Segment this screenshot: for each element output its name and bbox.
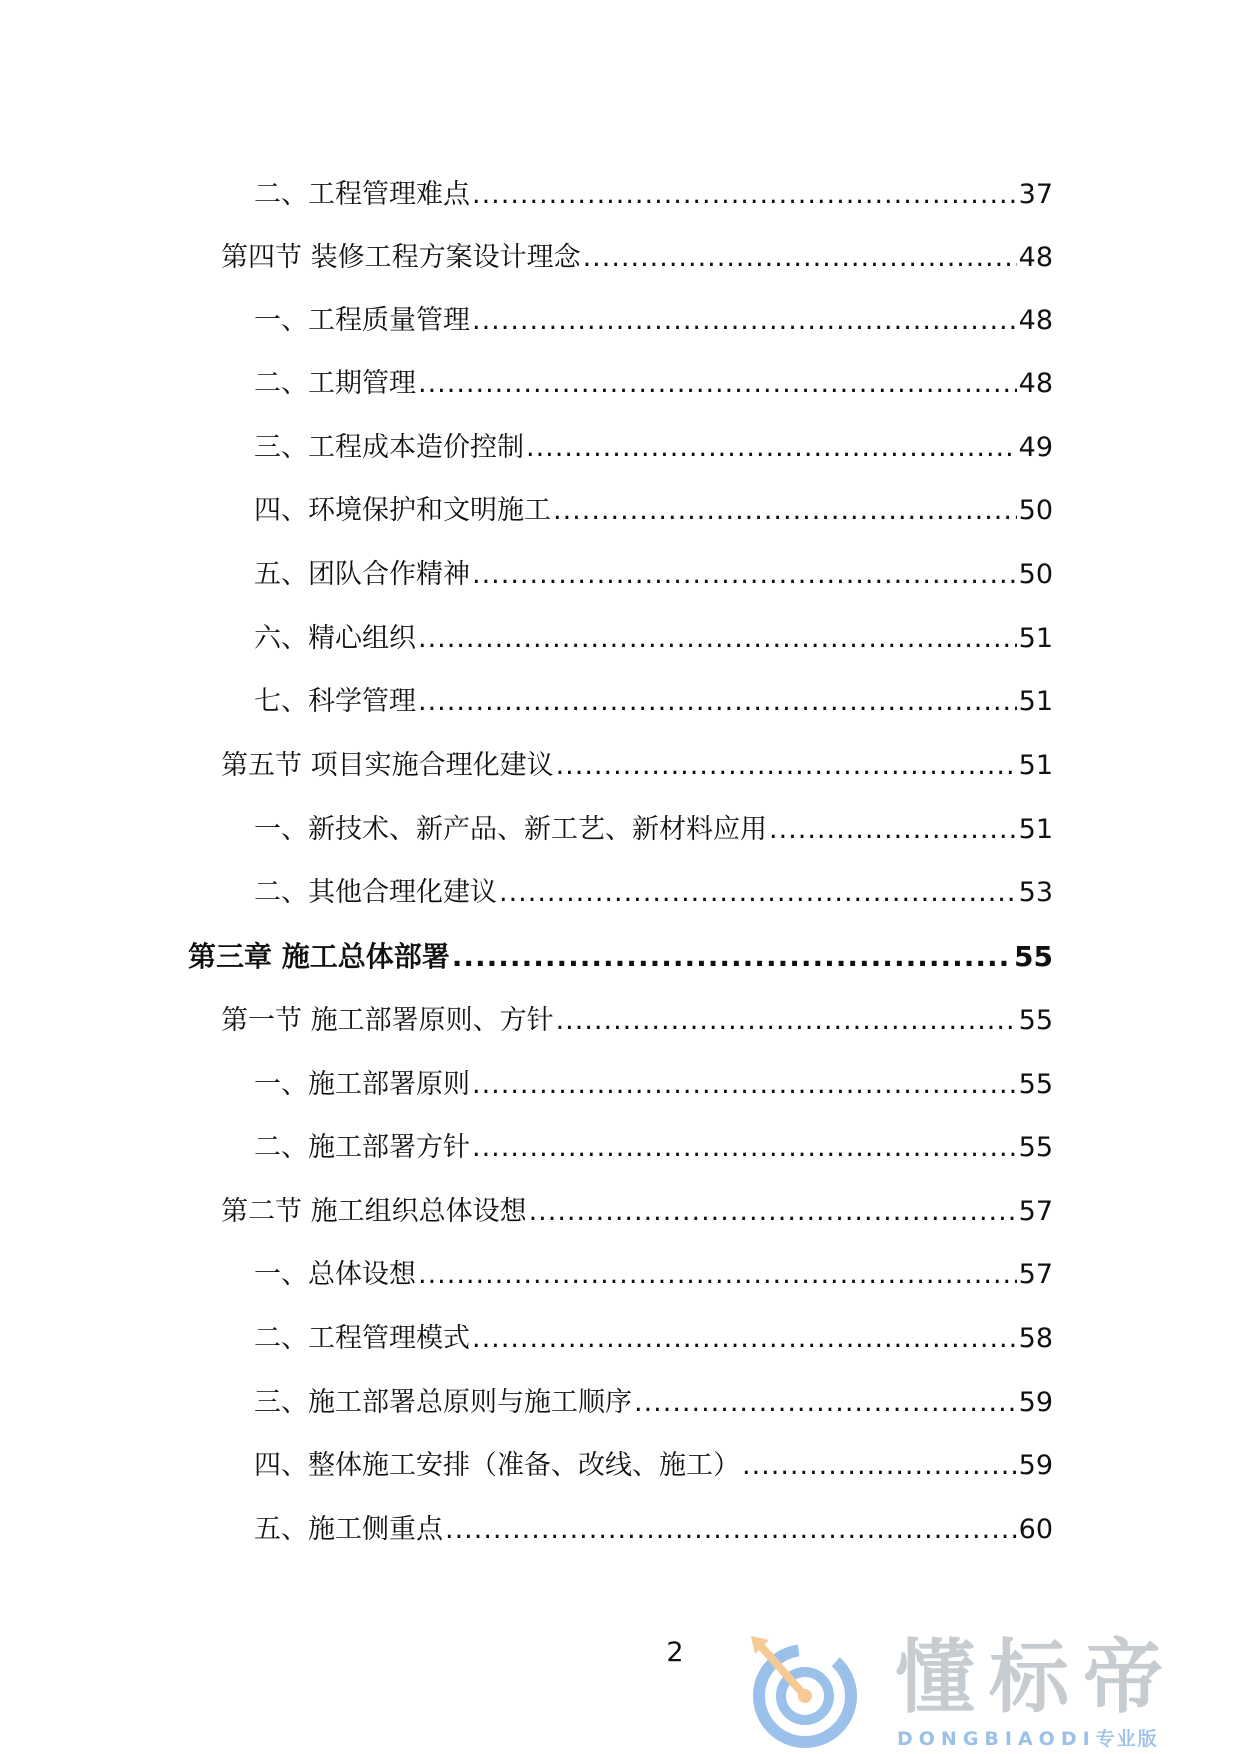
toc-leader-dots: [472, 1065, 1017, 1105]
toc-entry[interactable]: [254, 491, 1053, 531]
page-number: 2: [666, 1637, 684, 1668]
toc-leader-dots: [418, 1255, 1017, 1295]
toc-entry[interactable]: [254, 428, 1053, 468]
toc-entry-page: 55: [1014, 940, 1053, 973]
toc-entry-page: 55: [1018, 1132, 1053, 1163]
toc-entry-title: 五、团队合作精神: [254, 559, 470, 590]
toc-leader-dots: [445, 1510, 1017, 1550]
toc-entry-page: 50: [1018, 495, 1053, 526]
toc-entry[interactable]: [254, 1446, 1053, 1486]
toc-entry-page: 55: [1018, 1005, 1053, 1036]
toc-entry[interactable]: [254, 1319, 1053, 1359]
toc-leader-dots: [634, 1383, 1017, 1423]
toc-leader-dots: [529, 1192, 1017, 1232]
toc-entry-title: 二、工程管理难点: [254, 179, 470, 210]
toc-entry-title: 第三章 施工总体部署: [188, 940, 450, 973]
toc-entry-title: 第一节 施工部署原则、方针: [221, 1005, 554, 1036]
toc-entry[interactable]: [254, 873, 1053, 913]
toc-leader-dots: [418, 364, 1017, 404]
toc-entry-title: 一、工程质量管理: [254, 305, 470, 336]
toc-leader-dots: [472, 301, 1017, 341]
toc-leader-dots: [472, 1128, 1017, 1168]
toc-entry-title: 五、施工侧重点: [254, 1514, 443, 1545]
toc-entry[interactable]: [221, 1001, 1053, 1041]
toc-leader-dots: [452, 937, 1012, 977]
toc-entry-title: 二、施工部署方针: [254, 1132, 470, 1163]
toc-entry-title: 三、工程成本造价控制: [254, 432, 524, 463]
toc-entry-page: 50: [1018, 559, 1053, 590]
toc-entry-title: 二、工期管理: [254, 368, 416, 399]
toc-entry-title: 第四节 装修工程方案设计理念: [221, 242, 581, 273]
toc-entry-title: 第五节 项目实施合理化建议: [221, 750, 554, 781]
watermark-subtitle-text: DONGBIAODI: [897, 1728, 1096, 1750]
toc-entry-title: 一、新技术、新产品、新工艺、新材料应用: [254, 814, 767, 845]
toc-entry[interactable]: [221, 746, 1053, 786]
toc-entry[interactable]: [254, 1383, 1053, 1423]
toc-leader-dots: [472, 555, 1017, 595]
toc-entry-title: 七、科学管理: [254, 686, 416, 717]
toc-entry[interactable]: [254, 1255, 1053, 1295]
toc-entry-title: 二、其他合理化建议: [254, 877, 497, 908]
toc-leader-dots: [553, 491, 1017, 531]
toc-leader-dots: [742, 1446, 1017, 1486]
toc-entry[interactable]: [254, 364, 1053, 404]
toc-entry-title: 三、施工部署总原则与施工顺序: [254, 1387, 632, 1418]
toc-entry-title: 一、施工部署原则: [254, 1069, 470, 1100]
toc-entry-page: 51: [1018, 750, 1053, 781]
toc-entry[interactable]: [188, 937, 1053, 977]
toc-entry-page: 57: [1018, 1259, 1053, 1290]
toc-entry-title: 一、总体设想: [254, 1259, 416, 1290]
toc-entry-title: 四、环境保护和文明施工: [254, 495, 551, 526]
watermark: [745, 1630, 1225, 1754]
toc-leader-dots: [583, 238, 1017, 278]
toc-entry[interactable]: [254, 810, 1053, 850]
toc-entry-page: 51: [1018, 686, 1053, 717]
toc-leader-dots: [499, 873, 1017, 913]
toc-entry[interactable]: [221, 1192, 1053, 1232]
toc-entry[interactable]: [254, 619, 1053, 659]
toc-entry-page: 51: [1018, 623, 1053, 654]
target-logo-icon: [745, 1630, 865, 1754]
toc-entry-page: 53: [1018, 877, 1053, 908]
toc-entry-page: 48: [1018, 242, 1053, 273]
toc-entry-page: 60: [1018, 1514, 1053, 1545]
toc-leader-dots: [556, 746, 1017, 786]
toc-entry-page: 49: [1018, 432, 1053, 463]
toc-entry-title: 第二节 施工组织总体设想: [221, 1196, 527, 1227]
toc-entry-page: 58: [1018, 1323, 1053, 1354]
toc-entry[interactable]: [254, 682, 1053, 722]
toc-entry[interactable]: [254, 1065, 1053, 1105]
toc-entry-page: 57: [1018, 1196, 1053, 1227]
toc-entry[interactable]: [221, 238, 1053, 278]
toc-entry[interactable]: [254, 175, 1053, 215]
toc-entry[interactable]: [254, 301, 1053, 341]
toc-entry[interactable]: [254, 555, 1053, 595]
toc-leader-dots: [418, 619, 1017, 659]
toc-leader-dots: [472, 175, 1017, 215]
watermark-tag: 专业版: [1095, 1728, 1159, 1750]
toc-entry-page: 55: [1018, 1069, 1053, 1100]
toc-entry-page: 48: [1018, 368, 1053, 399]
toc-entry-page: 51: [1018, 814, 1053, 845]
toc-leader-dots: [472, 1319, 1017, 1359]
toc-entry-title: 六、精心组织: [254, 623, 416, 654]
toc-entry-title: 四、整体施工安排（准备、改线、施工）: [254, 1450, 740, 1481]
toc-leader-dots: [418, 682, 1017, 722]
watermark-brand: 懂标帝: [895, 1631, 1177, 1724]
toc-entry[interactable]: [254, 1510, 1053, 1550]
toc-entry-title: 二、工程管理模式: [254, 1323, 470, 1354]
toc-entry-page: 59: [1018, 1387, 1053, 1418]
toc-leader-dots: [769, 810, 1017, 850]
watermark-subtitle: [897, 1727, 1159, 1751]
toc-leader-dots: [556, 1001, 1017, 1041]
toc-entry-page: 59: [1018, 1450, 1053, 1481]
toc-entry-page: 37: [1018, 179, 1053, 210]
toc-leader-dots: [526, 428, 1017, 468]
toc-entry-page: 48: [1018, 305, 1053, 336]
toc-entry[interactable]: [254, 1128, 1053, 1168]
